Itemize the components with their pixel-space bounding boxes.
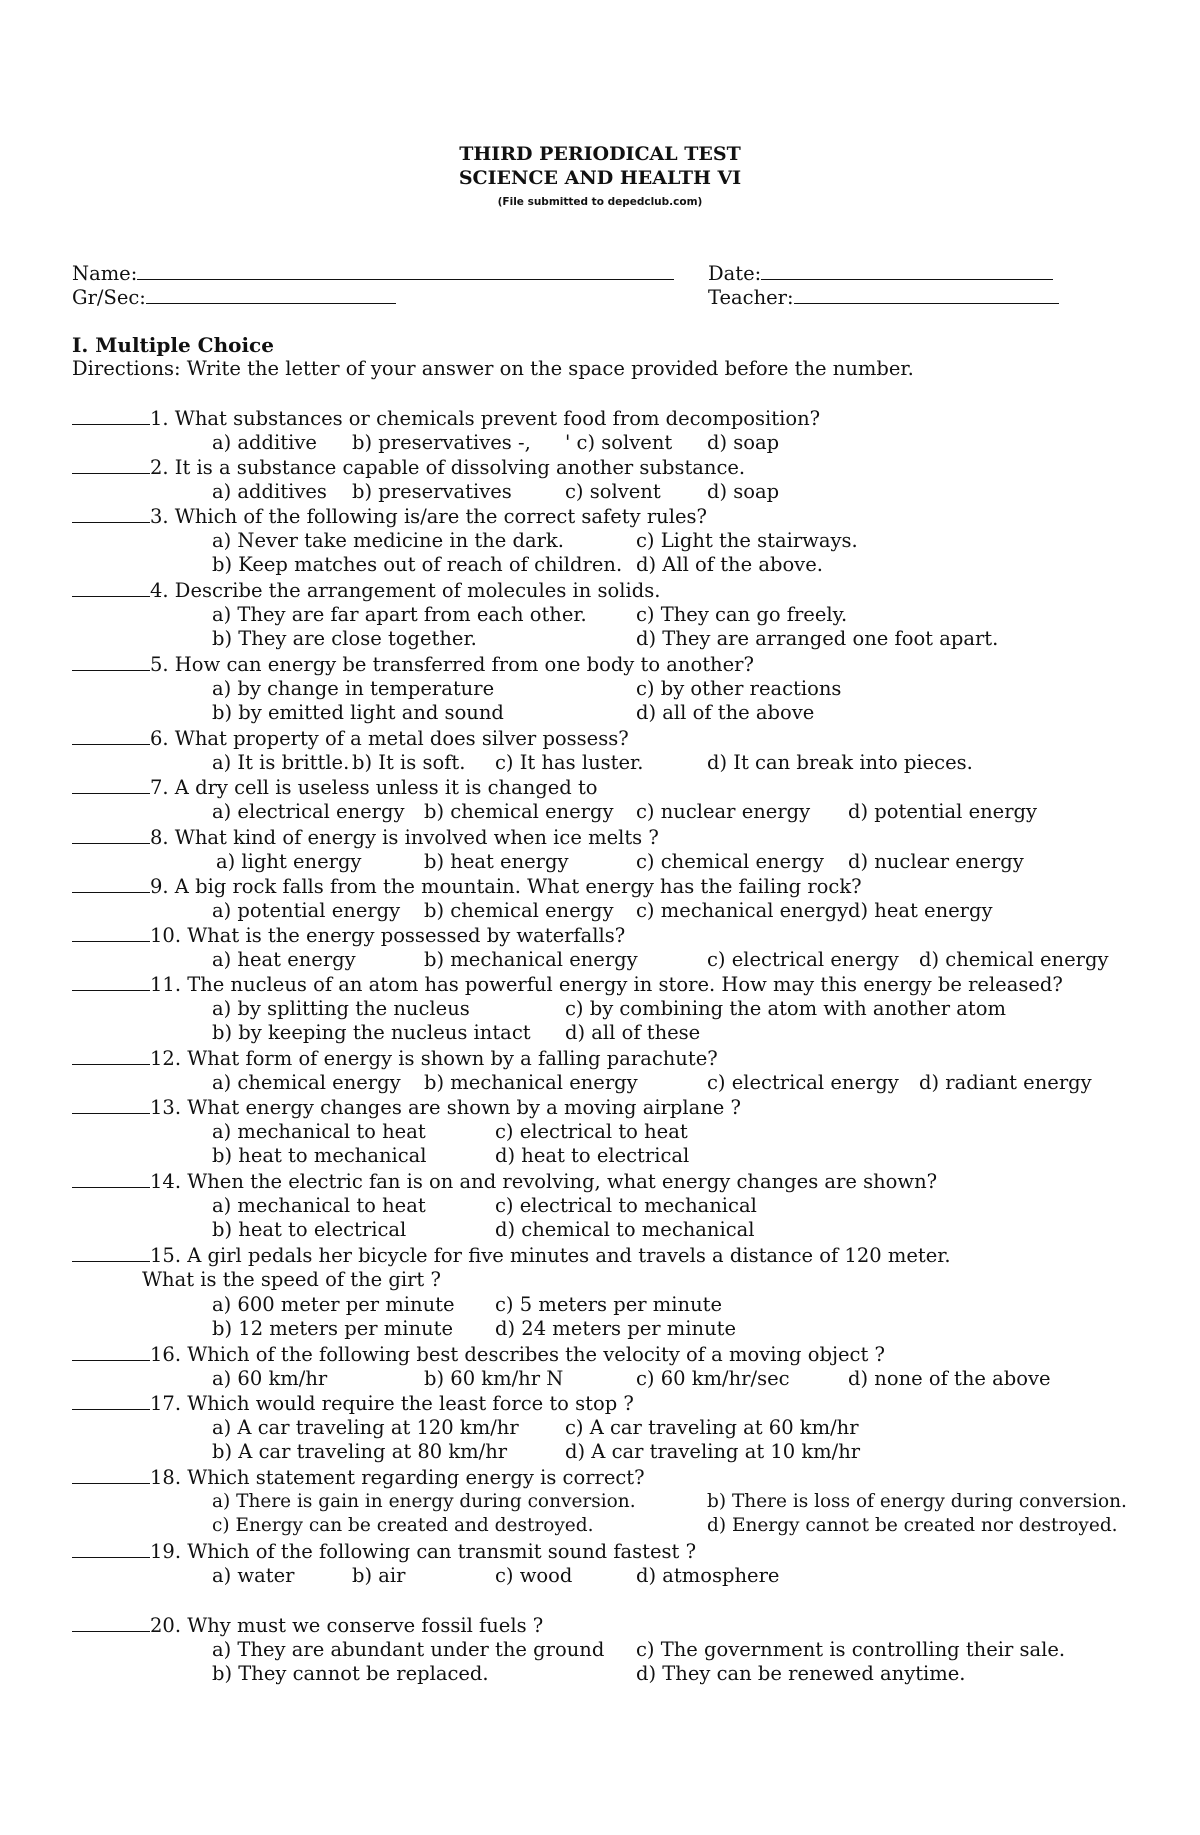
question-14 <box>72 1169 937 1194</box>
option: a) electrical energy <box>212 800 405 823</box>
option: c) wood <box>495 1564 573 1587</box>
option: b) A car traveling at 80 km/hr <box>212 1440 508 1463</box>
question-13 <box>72 1095 741 1120</box>
test-title: THIRD PERIODICAL TEST <box>459 143 741 165</box>
answer-blank[interactable] <box>72 923 150 942</box>
directions: Directions: Write the letter of your answer on the space provided before the number. <box>72 357 914 380</box>
option: d) nuclear energy <box>848 850 1024 873</box>
option: a) by splitting the nucleus <box>212 997 470 1020</box>
question-20 <box>72 1613 543 1638</box>
question-text: 13. What energy changes are shown by a moving airplane ? <box>150 1096 741 1119</box>
question-8 <box>72 825 659 850</box>
option: d) They are arranged one foot apart. <box>636 627 999 650</box>
name-field[interactable] <box>72 260 674 286</box>
option: a) 60 km/hr <box>212 1367 328 1390</box>
question-text: 20. Why must we conserve fossil fuels ? <box>150 1614 544 1637</box>
name-label: Name: <box>72 262 138 285</box>
option: d) none of the above <box>848 1367 1051 1390</box>
option: c) electrical energy <box>707 948 899 971</box>
option: c) nuclear energy <box>636 800 811 823</box>
option: a) They are abundant under the ground <box>212 1638 605 1661</box>
date-label: Date: <box>708 262 762 285</box>
option: c) mechanical energy <box>636 899 849 922</box>
question-text: 18. Which statement regarding energy is correct? <box>150 1466 645 1489</box>
option: d) Energy cannot be created nor destroyed. <box>707 1515 1118 1536</box>
question-5 <box>72 652 754 677</box>
question-9 <box>72 874 862 899</box>
source-note: (File submitted to depedclub.com) <box>497 196 703 208</box>
date-line[interactable] <box>761 260 1053 280</box>
option: ' c) solvent <box>565 431 673 454</box>
answer-blank[interactable] <box>72 504 150 523</box>
question-10 <box>72 923 625 948</box>
option: b) 12 meters per minute <box>212 1317 453 1340</box>
option: a) mechanical to heat <box>212 1120 426 1143</box>
option: a) light energy <box>216 850 362 873</box>
option: b) They cannot be replaced. <box>212 1662 489 1685</box>
question-text: 4. Describe the arrangement of molecules in solids. <box>150 579 661 602</box>
question-15 <box>72 1243 951 1268</box>
subject-title: SCIENCE AND HEALTH VI <box>458 167 742 189</box>
option: c) They can go freely. <box>636 603 848 626</box>
option: c) Energy can be created and destroyed. <box>212 1515 594 1536</box>
teacher-line[interactable] <box>794 284 1059 304</box>
option: c) 5 meters per minute <box>495 1293 723 1316</box>
option: a) water <box>212 1564 295 1587</box>
teacher-label: Teacher: <box>708 286 794 309</box>
option: d) 24 meters per minute <box>495 1317 736 1340</box>
option: b) heat energy <box>424 850 569 873</box>
option: d) heat energy <box>848 899 993 922</box>
option: c) electrical to heat <box>495 1120 688 1143</box>
option: d) soap <box>707 431 780 454</box>
option: a) additives <box>212 480 327 503</box>
option: d) They can be renewed anytime. <box>636 1662 966 1685</box>
option: c) It has luster. <box>495 751 644 774</box>
question-text: 8. What kind of energy is involved when ice melts ? <box>150 826 659 849</box>
option: b) There is loss of energy during conversion. <box>707 1491 1127 1512</box>
question-text: 17. Which would require the least force to stop ? <box>150 1392 634 1415</box>
option: d) radiant energy <box>919 1071 1092 1094</box>
question-6 <box>72 726 629 751</box>
question-text: 5. How can energy be transferred from one body to another? <box>150 653 754 676</box>
answer-blank[interactable] <box>72 775 150 794</box>
question-text: 6. What property of a metal does silver possess? <box>150 727 629 750</box>
answer-blank[interactable] <box>72 1095 150 1114</box>
answer-blank[interactable] <box>72 1613 150 1632</box>
option: c) by combining the atom with another atom <box>565 997 1006 1020</box>
option: b) heat to electrical <box>212 1218 407 1241</box>
question-1 <box>72 406 820 431</box>
question-text: 16. Which of the following best describes the velocity of a moving object ? <box>150 1343 885 1366</box>
question-text: 3. Which of the following is/are the correct safety rules? <box>150 505 707 528</box>
question-12 <box>72 1046 718 1071</box>
option: a) They are far apart from each other. <box>212 603 587 626</box>
option: c) electrical to mechanical <box>495 1194 757 1217</box>
option: d) All of the above. <box>636 553 823 576</box>
question-text-continued: What is the speed of the girt ? <box>142 1268 441 1291</box>
option: c) chemical energy <box>636 850 824 873</box>
question-4 <box>72 578 660 603</box>
option: b) by keeping the nucleus intact <box>212 1021 531 1044</box>
answer-blank[interactable] <box>72 1169 150 1188</box>
question-text: 10. What is the energy possessed by waterfalls? <box>150 924 626 947</box>
option: c) solvent <box>565 480 661 503</box>
answer-blank[interactable] <box>72 578 150 597</box>
option: b) It is soft. <box>352 751 466 774</box>
option: b) preservatives <box>352 480 512 503</box>
option: c) The government is controlling their sale. <box>636 1638 1066 1661</box>
option: a) It is brittle. <box>212 751 350 774</box>
option: a) by change in temperature <box>212 677 495 700</box>
question-text: 2. It is a substance capable of dissolving another substance. <box>150 456 746 479</box>
option: b) chemical energy <box>424 899 614 922</box>
answer-blank[interactable] <box>72 1391 150 1410</box>
teacher-field[interactable] <box>708 284 1059 310</box>
option: a) additive <box>212 431 317 454</box>
answer-blank[interactable] <box>72 726 150 745</box>
option: a) mechanical to heat <box>212 1194 426 1217</box>
option: a) heat energy <box>212 948 356 971</box>
option: d) A car traveling at 10 km/hr <box>565 1440 861 1463</box>
question-19 <box>72 1539 696 1564</box>
grsec-field[interactable] <box>72 284 396 310</box>
option: a) There is gain in energy during conversion. <box>212 1491 636 1512</box>
option: d) It can break into pieces. <box>707 751 973 774</box>
question-2 <box>72 455 745 480</box>
answer-blank[interactable] <box>72 874 150 893</box>
grsec-label: Gr/Sec: <box>72 286 146 309</box>
question-text: 12. What form of energy is shown by a falling parachute? <box>150 1047 718 1070</box>
option: c) A car traveling at 60 km/hr <box>565 1416 859 1439</box>
option: d) soap <box>707 480 780 503</box>
answer-blank[interactable] <box>72 1342 150 1361</box>
option: d) chemical to mechanical <box>495 1218 755 1241</box>
option: b) mechanical energy <box>424 948 638 971</box>
question-text: 14. When the electric fan is on and revolving, what energy changes are shown? <box>150 1170 938 1193</box>
option: b) mechanical energy <box>424 1071 638 1094</box>
option: b) heat to mechanical <box>212 1144 427 1167</box>
question-text: 7. A dry cell is useless unless it is changed to <box>150 776 598 799</box>
answer-blank[interactable] <box>72 972 150 991</box>
option: a) potential energy <box>212 899 401 922</box>
option: b) by emitted light and sound <box>212 701 504 724</box>
option: d) atmosphere <box>636 1564 780 1587</box>
grsec-line[interactable] <box>146 284 396 304</box>
option: c) by other reactions <box>636 677 842 700</box>
question-text: 11. The nucleus of an atom has powerful energy in store. How may this energy be released? <box>150 973 1063 996</box>
option: b) chemical energy <box>424 800 614 823</box>
answer-blank[interactable] <box>72 652 150 671</box>
name-line[interactable] <box>137 260 674 280</box>
answer-blank[interactable] <box>72 406 150 425</box>
question-text: 15. A girl pedals her bicycle for five minutes and travels a distance of 120 meter. <box>150 1244 951 1267</box>
answer-blank[interactable] <box>72 1243 150 1262</box>
option: d) chemical energy <box>919 948 1109 971</box>
option: a) 600 meter per minute <box>212 1293 455 1316</box>
option: b) They are close together. <box>212 627 477 650</box>
option: b) 60 km/hr N <box>424 1367 564 1390</box>
question-7 <box>72 775 598 800</box>
question-18 <box>72 1465 645 1490</box>
option: c) 60 km/hr/sec <box>636 1367 790 1390</box>
option: d) potential energy <box>848 800 1038 823</box>
option: b) Keep matches out of reach of children. <box>212 553 623 576</box>
question-16 <box>72 1342 885 1367</box>
section-title: I. Multiple Choice <box>72 333 274 357</box>
question-text: 9. A big rock falls from the mountain. What energy has the failing rock? <box>150 875 862 898</box>
answer-blank[interactable] <box>72 1539 150 1558</box>
question-11 <box>72 972 1063 997</box>
option: d) heat to electrical <box>495 1144 690 1167</box>
option: c) Light the stairways. <box>636 529 858 552</box>
option: b) preservatives -, <box>352 431 531 454</box>
answer-blank[interactable] <box>72 1046 150 1065</box>
question-3 <box>72 504 707 529</box>
option: c) electrical energy <box>707 1071 899 1094</box>
option: d) all of these <box>565 1021 701 1044</box>
answer-blank[interactable] <box>72 825 150 844</box>
option: d) all of the above <box>636 701 815 724</box>
question-17 <box>72 1391 634 1416</box>
answer-blank[interactable] <box>72 1465 150 1484</box>
date-field[interactable] <box>708 260 1053 286</box>
option: a) Never take medicine in the dark. <box>212 529 564 552</box>
question-text: 19. Which of the following can transmit sound fastest ? <box>150 1540 697 1563</box>
answer-blank[interactable] <box>72 455 150 474</box>
option: a) A car traveling at 120 km/hr <box>212 1416 519 1439</box>
option: a) chemical energy <box>212 1071 401 1094</box>
question-text: 1. What substances or chemicals prevent food from decomposition? <box>150 407 821 430</box>
option: b) air <box>352 1564 406 1587</box>
